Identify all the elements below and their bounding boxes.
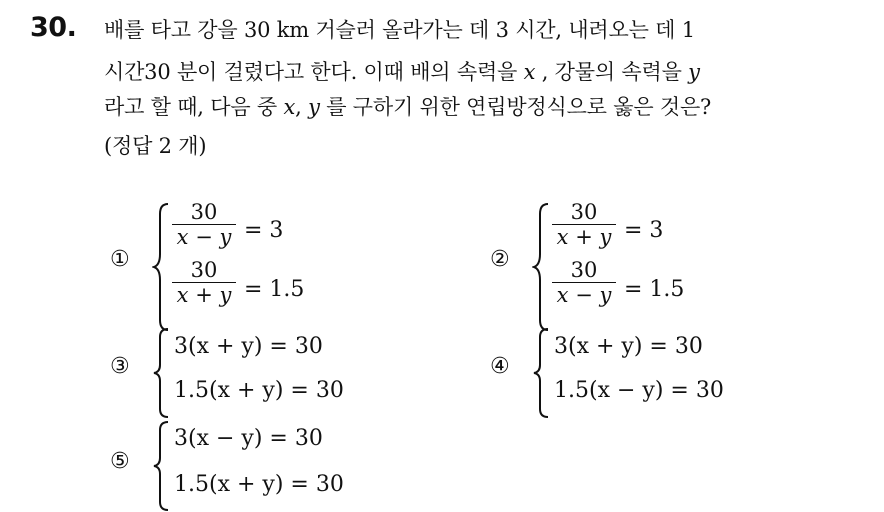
choice-5-eq1: 3(x − y) = 30 [174,426,323,451]
fraction-numerator: 30 [570,258,598,282]
question-text-segment: , 강물의 속력을 [535,60,689,84]
fraction-denominator: x − y [556,283,612,307]
brace-icon [532,202,552,332]
choice-4-eq1: 3(x + y) = 30 [554,334,703,359]
brace-icon [532,327,552,419]
fraction-numerator: 30 [190,258,218,282]
choice-3-eq1: 3(x + y) = 30 [174,334,323,359]
fraction-numerator: 30 [570,200,598,224]
choice-3-eq2: 1.5(x + y) = 30 [174,378,344,403]
variable-x: x [283,95,296,119]
question-text-line-1: 배를 타고 강을 30 km 거슬러 올라가는 데 3 시간, 내려오는 데 1 [104,18,695,42]
question-text-line-3 [104,91,711,121]
answer-count-note: (정답 2 개) [104,134,207,158]
choice-4-label: ④ [490,354,510,379]
choice-5-eq2: 1.5(x + y) = 30 [174,472,344,497]
choice-2-eq1-fraction [552,200,616,249]
question-text-segment: , [295,95,309,119]
choice-1-eq1-rhs: = 3 [244,218,284,243]
brace-icon [152,420,172,512]
choice-2-eq1-rhs: = 3 [624,218,664,243]
question-text-segment: 라고 할 때, 다음 중 [104,95,284,119]
brace-icon [152,327,172,419]
variable-y: y [308,95,320,119]
choice-2-eq2-fraction [552,258,616,307]
question-number: 30. [30,12,77,43]
question-text-segment: 시간30 분이 걸렸다고 한다. 이때 배의 속력을 [104,60,524,84]
choice-5-label: ⑤ [110,449,130,474]
choice-2-eq2-rhs: = 1.5 [624,277,685,302]
choice-1-eq2-fraction [172,258,236,307]
fraction-denominator: x − y [176,225,232,249]
fraction-numerator: 30 [190,200,218,224]
choice-1-label: ① [110,247,130,272]
question-text-segment: 를 구하기 위한 연립방정식으로 옳은 것은? [319,95,712,119]
choice-3-label: ③ [110,354,130,379]
fraction-denominator: x + y [176,283,232,307]
variable-x: x [523,60,536,84]
choice-2-label: ② [490,247,510,272]
choice-1-eq2-rhs: = 1.5 [244,277,305,302]
question-text-line-2 [104,56,700,86]
choice-4-eq2: 1.5(x − y) = 30 [554,378,724,403]
variable-y: y [688,60,700,84]
brace-icon [152,202,172,332]
fraction-denominator: x + y [556,225,612,249]
choice-1-eq1-fraction [172,200,236,249]
